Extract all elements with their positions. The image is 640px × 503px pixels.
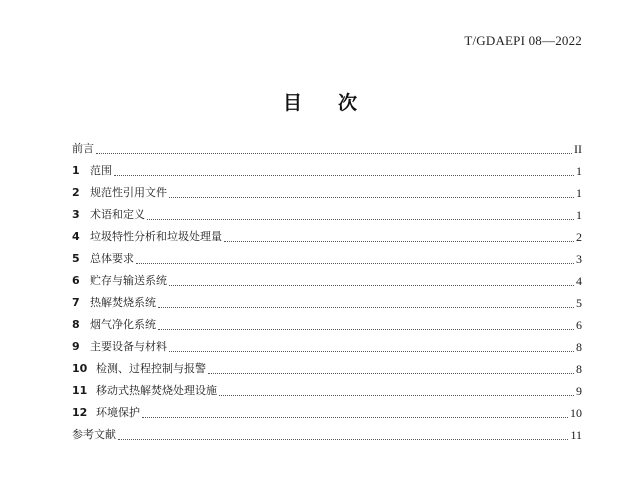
toc-entry-number: 5	[72, 252, 80, 265]
toc-leader-dots	[158, 306, 574, 308]
toc-entry-page: 3	[576, 252, 582, 266]
toc-leader-dots	[219, 394, 574, 396]
toc-entry-number: 6	[72, 274, 80, 287]
toc-entry-12[interactable]	[72, 402, 582, 424]
toc-title	[0, 88, 640, 115]
toc-entry-page: II	[574, 142, 582, 156]
document-code: T/GDAEPI 08—2022	[464, 33, 582, 48]
toc-entry-number: 11	[72, 384, 88, 397]
toc-entry-5[interactable]	[72, 248, 582, 270]
toc-entry-7[interactable]	[72, 292, 582, 314]
toc-entry-page: 10	[570, 406, 582, 420]
toc-entry-foreword[interactable]	[72, 138, 582, 160]
toc-entry-page: 9	[576, 384, 582, 398]
toc-entry-title: 垃圾特性分析和垃圾处理量	[90, 230, 222, 243]
toc-entry-4[interactable]	[72, 226, 582, 248]
toc-leader-dots	[142, 416, 568, 418]
toc-entry-page: 2	[576, 230, 582, 244]
table-of-contents	[72, 138, 582, 446]
toc-entry-number: 12	[72, 406, 88, 419]
toc-entry-9[interactable]	[72, 336, 582, 358]
toc-entry-page: 1	[576, 186, 582, 200]
toc-entry-6[interactable]	[72, 270, 582, 292]
toc-entry-number: 9	[72, 340, 80, 353]
toc-entry-title: 参考文献	[72, 428, 116, 441]
toc-entry-1[interactable]	[72, 160, 582, 182]
toc-entry-title: 检测、过程控制与报警	[96, 362, 206, 375]
toc-entry-title: 烟气净化系统	[90, 318, 156, 331]
toc-entry-title: 规范性引用文件	[90, 186, 167, 199]
toc-entry-page: 8	[576, 340, 582, 354]
toc-entry-title: 贮存与输送系统	[90, 274, 167, 287]
toc-leader-dots	[224, 240, 574, 242]
toc-entry-10[interactable]	[72, 358, 582, 380]
toc-title-char-1: 目	[282, 92, 302, 114]
toc-entry-title: 移动式热解焚烧处理设施	[96, 384, 217, 397]
toc-title-char-2: 次	[338, 92, 358, 114]
toc-entry-title: 范围	[90, 164, 112, 177]
toc-entry-number: 2	[72, 186, 80, 199]
toc-entry-page: 1	[576, 164, 582, 178]
toc-entry-title: 热解焚烧系统	[90, 296, 156, 309]
toc-leader-dots	[136, 262, 574, 264]
toc-leader-dots	[169, 350, 574, 352]
toc-entry-references[interactable]	[72, 424, 582, 446]
toc-entry-title: 主要设备与材料	[90, 340, 167, 353]
toc-entry-title: 环境保护	[96, 406, 140, 419]
toc-entry-11[interactable]	[72, 380, 582, 402]
toc-entry-page: 8	[576, 362, 582, 376]
toc-entry-2[interactable]	[72, 182, 582, 204]
toc-entry-page: 4	[576, 274, 582, 288]
toc-entry-number: 4	[72, 230, 80, 243]
toc-entry-number: 10	[72, 362, 88, 375]
toc-entry-title: 总体要求	[90, 252, 134, 265]
toc-leader-dots	[158, 328, 574, 330]
toc-leader-dots	[147, 218, 574, 220]
toc-leader-dots	[208, 372, 574, 374]
toc-entry-number: 7	[72, 296, 80, 309]
toc-entry-number: 1	[72, 164, 80, 177]
toc-leader-dots	[169, 284, 574, 286]
toc-leader-dots	[169, 196, 574, 198]
toc-leader-dots	[96, 152, 572, 154]
toc-entry-title: 术语和定义	[90, 208, 145, 221]
toc-entry-page: 5	[576, 296, 582, 310]
toc-entry-3[interactable]	[72, 204, 582, 226]
toc-entry-page: 1	[576, 208, 582, 222]
toc-entry-number: 8	[72, 318, 80, 331]
toc-entry-8[interactable]	[72, 314, 582, 336]
toc-leader-dots	[118, 438, 568, 440]
toc-entry-page: 11	[570, 428, 582, 442]
toc-entry-title: 前言	[72, 142, 94, 155]
toc-entry-page: 6	[576, 318, 582, 332]
toc-entry-number: 3	[72, 208, 80, 221]
toc-leader-dots	[114, 174, 574, 176]
